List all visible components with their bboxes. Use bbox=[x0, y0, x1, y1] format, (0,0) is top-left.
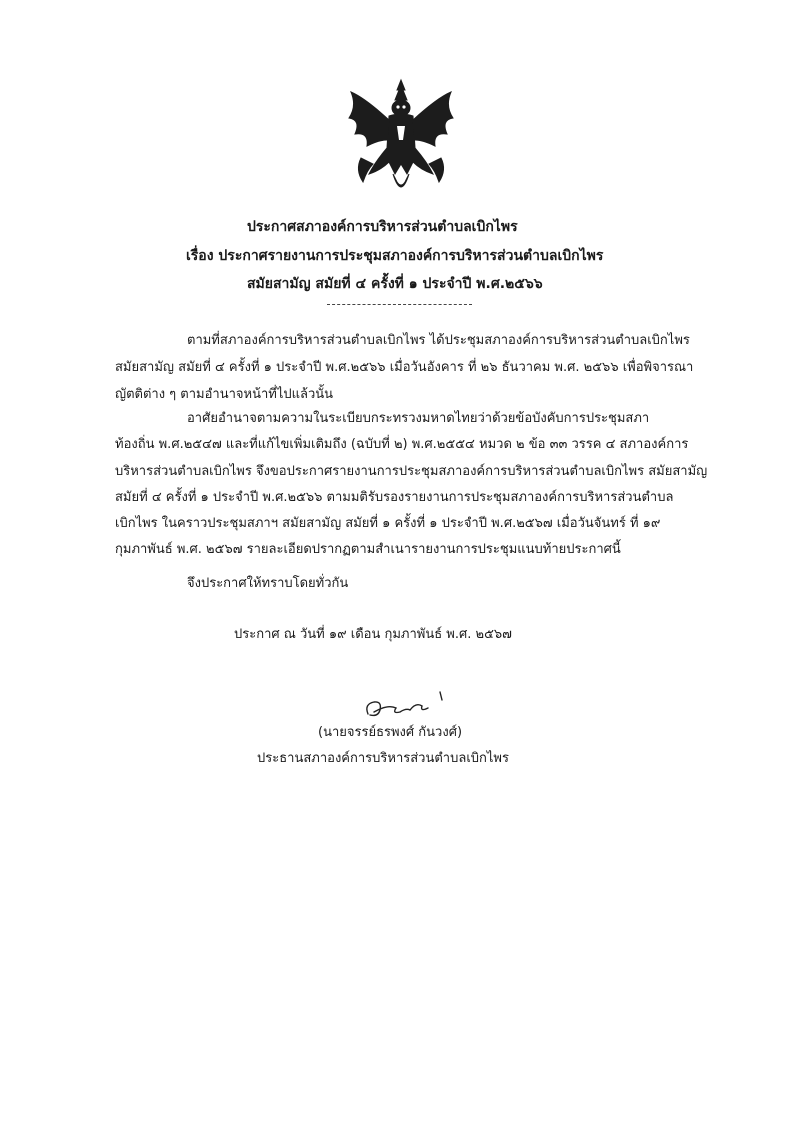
paragraph-2-line-1: อาศัยอำนาจตามความในระเบียบกระทรวงมหาดไทยว่าด้วยข้อบังคับการประชุมสภา bbox=[187, 411, 650, 426]
document-subject: เรื่อง ประกาศรายงานการประชุมสภาองค์การบริหารส่วนตำบลเบิกไพร bbox=[186, 248, 604, 264]
paragraph-2-line-2: ท้องถิ่น พ.ศ.๒๕๔๗ และที่แก้ไขเพิ่มเติมถึง (ฉบับที่ ๒) พ.ศ.๒๕๕๔ หมวด ๒ ข้อ ๓๓ วรรค ๔ สภาองค์การ bbox=[115, 437, 689, 452]
announcement-closing: จึงประกาศให้ทราบโดยทั่วกัน bbox=[187, 576, 349, 591]
session-heading: สมัยสามัญ สมัยที่ ๔ ครั้งที่ ๑ ประจำปี พ.ศ.๒๕๖๖ bbox=[247, 276, 543, 292]
paragraph-2-line-4: สมัยที่ ๔ ครั้งที่ ๑ ประจำปี พ.ศ.๒๕๖๖ ตามมติรับรองรายงานการประชุมสภาองค์การบริหารส่วนตำบล bbox=[115, 490, 674, 505]
handwritten-signature bbox=[362, 684, 458, 724]
paragraph-1-line-2: สมัยสามัญ สมัยที่ ๔ ครั้งที่ ๑ ประจำปี พ.ศ.๒๕๖๖ เมื่อวันอังคาร ที่ ๒๖ ธันวาคม พ.ศ. ๒๕๖๖ เพื่อพิจารณา bbox=[115, 360, 694, 375]
paragraph-1-line-1: ตามที่สภาองค์การบริหารส่วนตำบลเบิกไพร ได้ประชุมสภาองค์การบริหารส่วนตำบลเบิกไพร bbox=[187, 333, 690, 348]
paragraph-2-line-5: เบิกไพร ในคราวประชุมสภาฯ สมัยสามัญ สมัยที่ ๑ ครั้งที่ ๑ ประจำปี พ.ศ.๒๕๖๗ เมื่อวันจันทร์ ที่ ๑๙ bbox=[115, 516, 661, 531]
announcement-date: ประกาศ ณ วันที่ ๑๙ เดือน กุมภาพันธ์ พ.ศ. ๒๕๖๗ bbox=[234, 627, 512, 642]
paragraph-2-line-3: บริหารส่วนตำบลเบิกไพร จึงขอประกาศรายงานการประชุมสภาองค์การบริหารส่วนตำบลเบิกไพร สมัยสามัญ bbox=[115, 464, 708, 479]
garuda-emblem bbox=[345, 78, 457, 200]
paragraph-2-line-6: กุมภาพันธ์ พ.ศ. ๒๕๖๗ รายละเอียดปรากฏตามสำเนารายงานการประชุมแนบท้ายประกาศนี้ bbox=[115, 542, 621, 557]
signer-name: (นายจรรย์ธรพงศ์ กันวงศ์) bbox=[318, 725, 463, 740]
document-title: ประกาศสภาองค์การบริหารส่วนตำบลเบิกไพร bbox=[247, 219, 518, 235]
signer-position: ประธานสภาองค์การบริหารส่วนตำบลเบิกไพร bbox=[257, 751, 509, 766]
paragraph-1-line-3: ญัตติต่าง ๆ ตามอำนาจหน้าที่ไปแล้วนั้น bbox=[115, 387, 334, 402]
title-divider bbox=[327, 304, 472, 305]
